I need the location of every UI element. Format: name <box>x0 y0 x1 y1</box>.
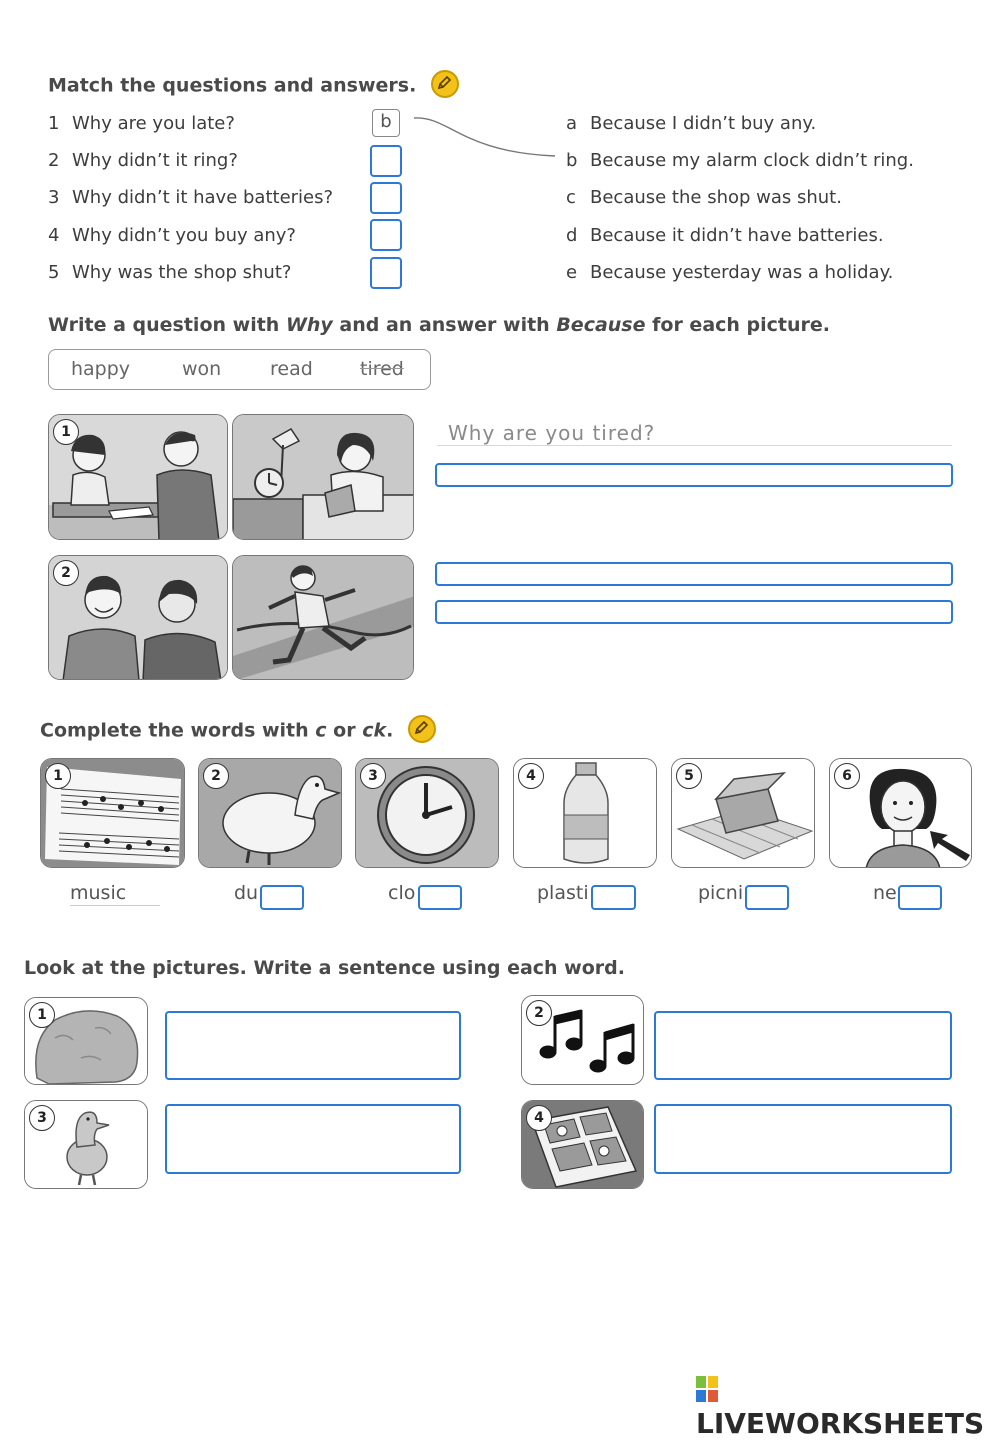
input-du[interactable] <box>260 885 304 910</box>
input-ne[interactable] <box>898 885 942 910</box>
rock-icon <box>24 997 148 1085</box>
liveworksheets-mark-icon <box>696 1376 718 1402</box>
match-line <box>410 112 560 162</box>
sentence-box-2[interactable] <box>654 1011 952 1080</box>
answer-d: d Because it didn’t have batteries. <box>566 225 884 246</box>
sentence-box-3[interactable] <box>165 1104 461 1174</box>
answer-line-1[interactable] <box>435 463 953 487</box>
picture-number-badge: 3 <box>29 1105 55 1131</box>
picture-number-badge: 4 <box>526 1105 552 1131</box>
picture-2a <box>48 555 228 680</box>
duck-icon <box>198 758 342 868</box>
answer-b: b Because my alarm clock didn’t ring. <box>566 150 914 171</box>
picnic-basket-icon <box>671 758 815 868</box>
example-answer-box: b <box>372 109 400 137</box>
picture-number-badge: 2 <box>53 560 79 586</box>
picture-number-badge: 5 <box>676 763 702 789</box>
picture-number-badge: 3 <box>360 763 386 789</box>
pencil-icon <box>431 70 459 98</box>
word-du: du <box>234 882 259 904</box>
picture-1b <box>232 414 414 540</box>
word-ne: ne <box>873 882 897 904</box>
input-picni[interactable] <box>745 885 789 910</box>
picture-number-badge: 1 <box>45 763 71 789</box>
example-question: Why are you tired? <box>448 421 656 445</box>
question-2: 2 Why didn’t it ring? <box>48 150 238 171</box>
word-clo: clo <box>388 882 416 904</box>
answer-box-2[interactable] <box>370 145 402 177</box>
sheet-music-icon <box>40 758 185 868</box>
word-plasti: plasti <box>537 882 589 904</box>
word-bank <box>48 349 431 390</box>
picture-number-badge: 2 <box>203 763 229 789</box>
answer-line-2[interactable] <box>435 562 953 586</box>
duck-icon <box>24 1100 148 1189</box>
answer-box-5[interactable] <box>370 257 402 289</box>
answer-c: c Because the shop was shut. <box>566 187 842 208</box>
picture-1a <box>48 414 228 540</box>
neck-icon <box>829 758 972 868</box>
picture-number-badge: 4 <box>518 763 544 789</box>
pencil-icon <box>408 715 436 743</box>
answer-box-4[interactable] <box>370 219 402 251</box>
picture-number-badge: 1 <box>29 1002 55 1028</box>
section3-heading: Complete the words with c or ck. <box>40 717 436 745</box>
comic-icon <box>521 1100 644 1189</box>
sentence-box-4[interactable] <box>654 1104 952 1174</box>
writing-line <box>70 905 160 906</box>
picture-number-badge: 2 <box>526 1000 552 1026</box>
answer-e: e Because yesterday was a holiday. <box>566 262 894 283</box>
word-bank-word: won <box>182 358 222 380</box>
question-5: 5 Why was the shop shut? <box>48 262 292 283</box>
answer-box-3[interactable] <box>370 182 402 214</box>
section1-heading: Match the questions and answers. <box>48 72 459 100</box>
clock-icon <box>355 758 499 868</box>
question-4: 4 Why didn’t you buy any? <box>48 225 296 246</box>
section4-heading: Look at the pictures. Write a sentence using each word. <box>24 957 625 979</box>
input-plasti[interactable] <box>591 885 636 910</box>
question-3: 3 Why didn’t it have batteries? <box>48 187 334 208</box>
question-1: 1 Why are you late? <box>48 113 235 134</box>
word-bank-word: read <box>270 358 313 380</box>
word-picni: picni <box>698 882 744 904</box>
answer-a: a Because I didn’t buy any. <box>566 113 817 134</box>
section2-heading: Write a question with Why and an answer with Because for each picture. <box>48 314 831 336</box>
word-music: music <box>70 882 127 904</box>
picture-number-badge: 1 <box>53 419 79 445</box>
word-bank-word: happy <box>71 358 131 380</box>
sentence-box-1[interactable] <box>165 1011 461 1080</box>
bottle-icon <box>513 758 657 868</box>
picture-2b <box>232 555 414 680</box>
answer-line-3[interactable] <box>435 600 953 624</box>
music-notes-icon <box>521 995 644 1085</box>
word-bank-word-used: tired <box>360 358 404 380</box>
input-clo[interactable] <box>418 885 462 910</box>
picture-number-badge: 6 <box>834 763 860 789</box>
liveworksheets-logo: LIVEWORKSHEETS <box>696 1374 1000 1440</box>
writing-line <box>437 445 952 446</box>
